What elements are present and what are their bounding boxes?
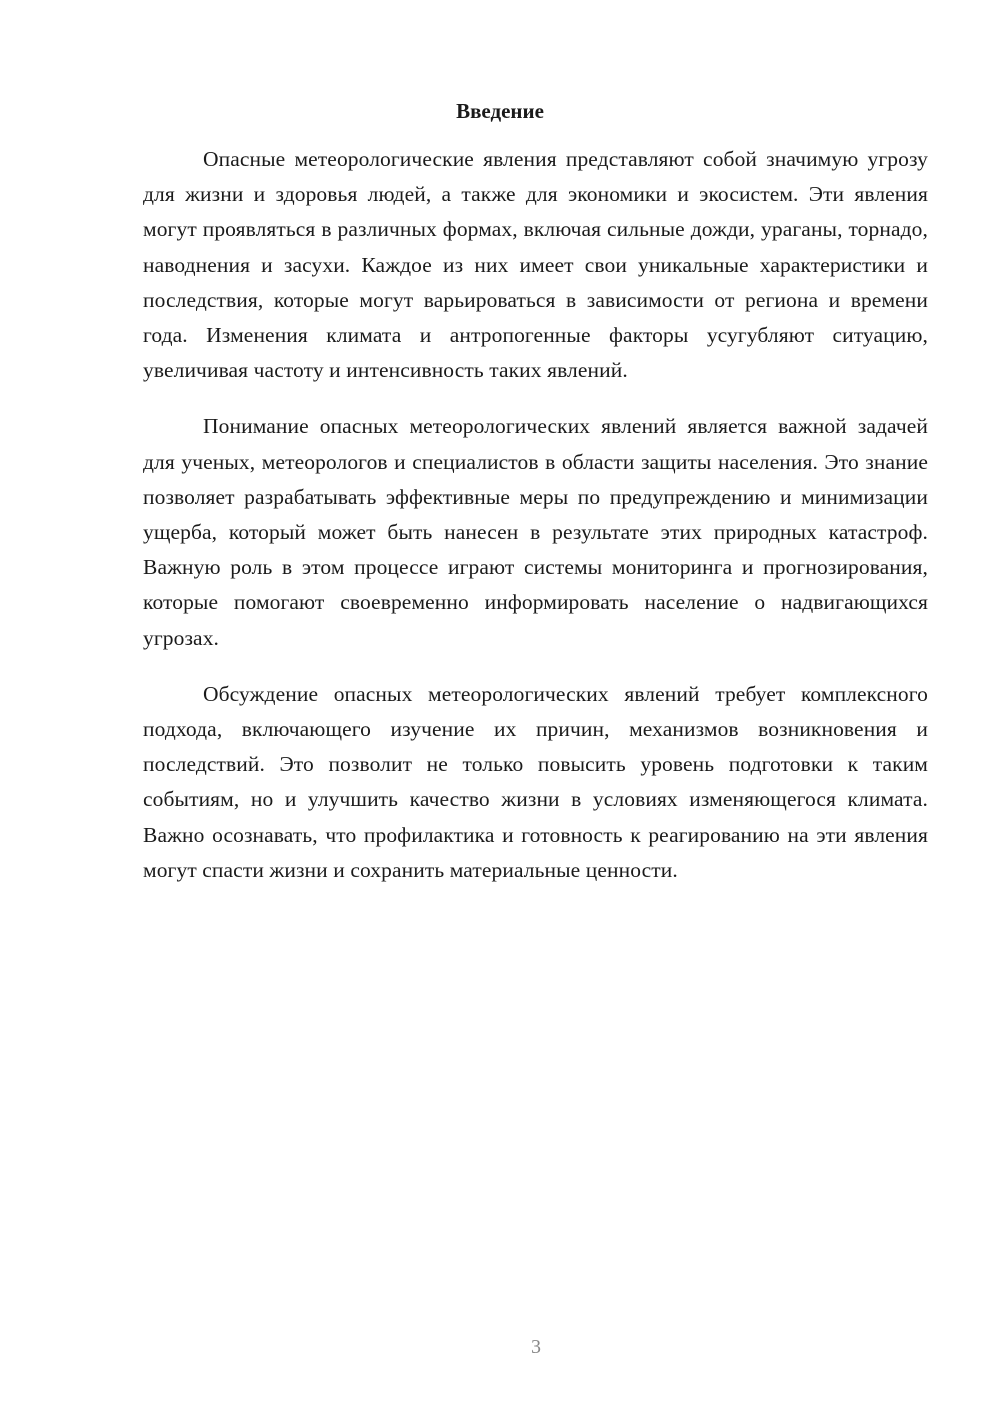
paragraph-1: Опасные метеорологические явления представляют собой значимую угрозу для жизни и здоровья людей, а также для экономики и экосистем. Эти явления могут проявляться в различных формах, включая сильные дожди, ураганы, торнадо, наводнения и засухи. Каждое из них имеет свои уникальные характеристики и последствия, которые могут варьироваться в зависимости от региона и времени года. Изменения климата и антропогенные факторы усугубляют ситуацию, увеличивая частоту и интенсивность таких явлений. bbox=[143, 147, 928, 383]
section-title: Введение bbox=[456, 99, 544, 123]
paragraph-2: Понимание опасных метеорологических явлений является важной задачей для ученых, метеорологов и специалистов в области защиты населения. Это знание позволяет разрабатывать эффективные меры по предупреждению и минимизации ущерба, который может быть нанесен в результате этих природных катастроф. Важную роль в этом процессе играют системы мониторинга и прогнозирования, которые помогают своевременно информировать население о надвигающихся угрозах. bbox=[143, 414, 928, 650]
body-text bbox=[143, 142, 928, 909]
page-number: 3 bbox=[531, 1336, 541, 1358]
paragraph-3: Обсуждение опасных метеорологических явлений требует комплексного подхода, включающего изучение их причин, механизмов возникновения и последствий. Это позволит не только повысить уровень подготовки к таким событиям, но и улучшить качество жизни в условиях изменяющегося климата. Важно осознавать, что профилактика и готовность к реагированию на эти явления могут спасти жизни и сохранить материальные ценности. bbox=[143, 681, 928, 882]
